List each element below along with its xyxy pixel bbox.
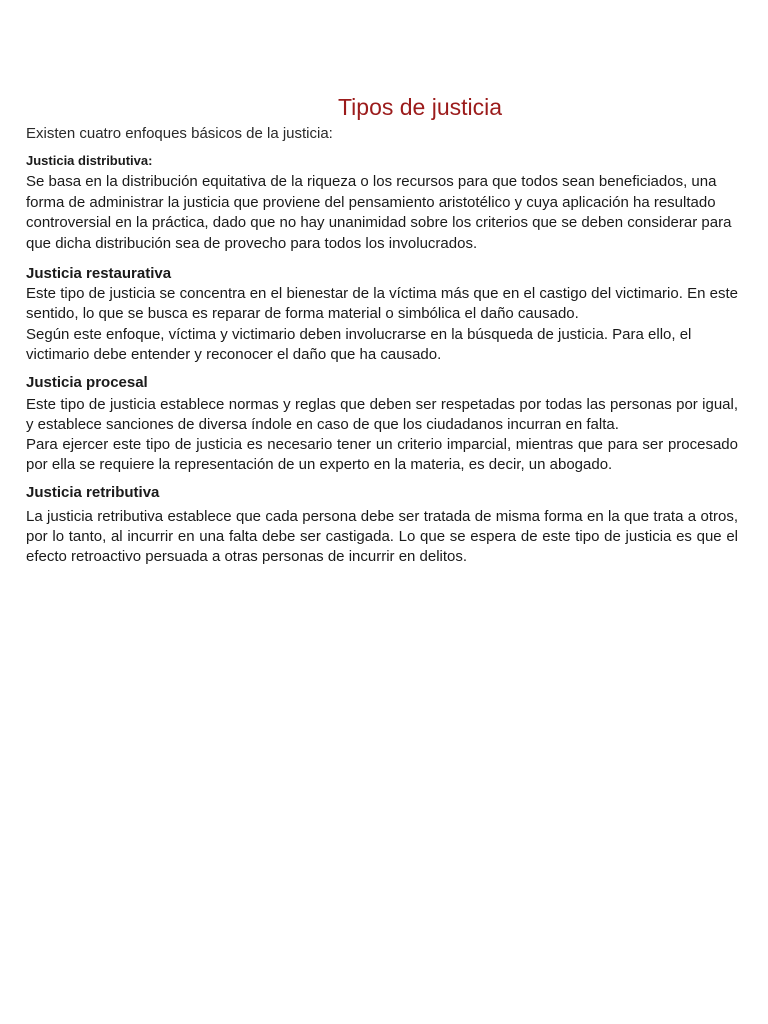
section-paragraph: Según este enfoque, víctima y victimario deben involucrarse en la búsqueda de justicia. Para ello, el victimario debe entender y reconocer el daño que ha causado.	[26, 325, 692, 363]
section-heading: Justicia distributiva:	[26, 153, 153, 168]
section-heading: Justicia restaurativa	[26, 265, 172, 282]
section-paragraph: Este tipo de justicia establece normas y reglas que deben ser respetadas por todas las personas por igual, y establece sanciones de diversa índole en caso de que los ciudadanos incurran en falta.	[26, 396, 738, 434]
section-paragraph: La justicia retributiva establece que cada persona debe ser tratada de misma forma en la que trata a otros, por lo tanto, al incurrir en una falta debe ser castigada. Lo que se espera de este tipo de justicia es que el efecto retroactivo persuada a otras personas de incurrir en delitos.	[26, 508, 738, 566]
section-heading: Justicia retributiva	[26, 484, 160, 502]
section-restaurativa	[26, 264, 738, 365]
page-title: Tipos de justicia	[337, 94, 503, 120]
intro-text: Existen cuatro enfoques básicos de la justicia:	[26, 125, 333, 142]
section-procesal	[26, 373, 738, 475]
section-paragraph: Para ejercer este tipo de justicia es necesario tener un criterio imparcial, mientras que para ser procesado por ella se requiere la representación de un experto en la materia, es decir, un abogado.	[26, 436, 738, 474]
section-retributiva	[26, 483, 738, 567]
section-distributiva	[26, 153, 738, 254]
section-paragraph: Se basa en la distribución equitativa de la riqueza o los recursos para que todos sean beneficiados, una forma de administrar la justicia que proviene del pensamiento aristotélico y cuya aplicación ha resultado controversial en la práctica, dado que no hay unanimidad sobre los criterios que se deben considerar para que dicha distribución sea de provecho para todos los involucrados.	[26, 173, 732, 252]
section-paragraph: Este tipo de justicia se concentra en el bienestar de la víctima más que en el castigo del victimario. En este sentido, lo que se busca es reparar de forma material o simbólica el daño causado.	[26, 285, 738, 323]
document-page	[26, 92, 738, 575]
section-heading: Justicia procesal	[26, 374, 148, 392]
